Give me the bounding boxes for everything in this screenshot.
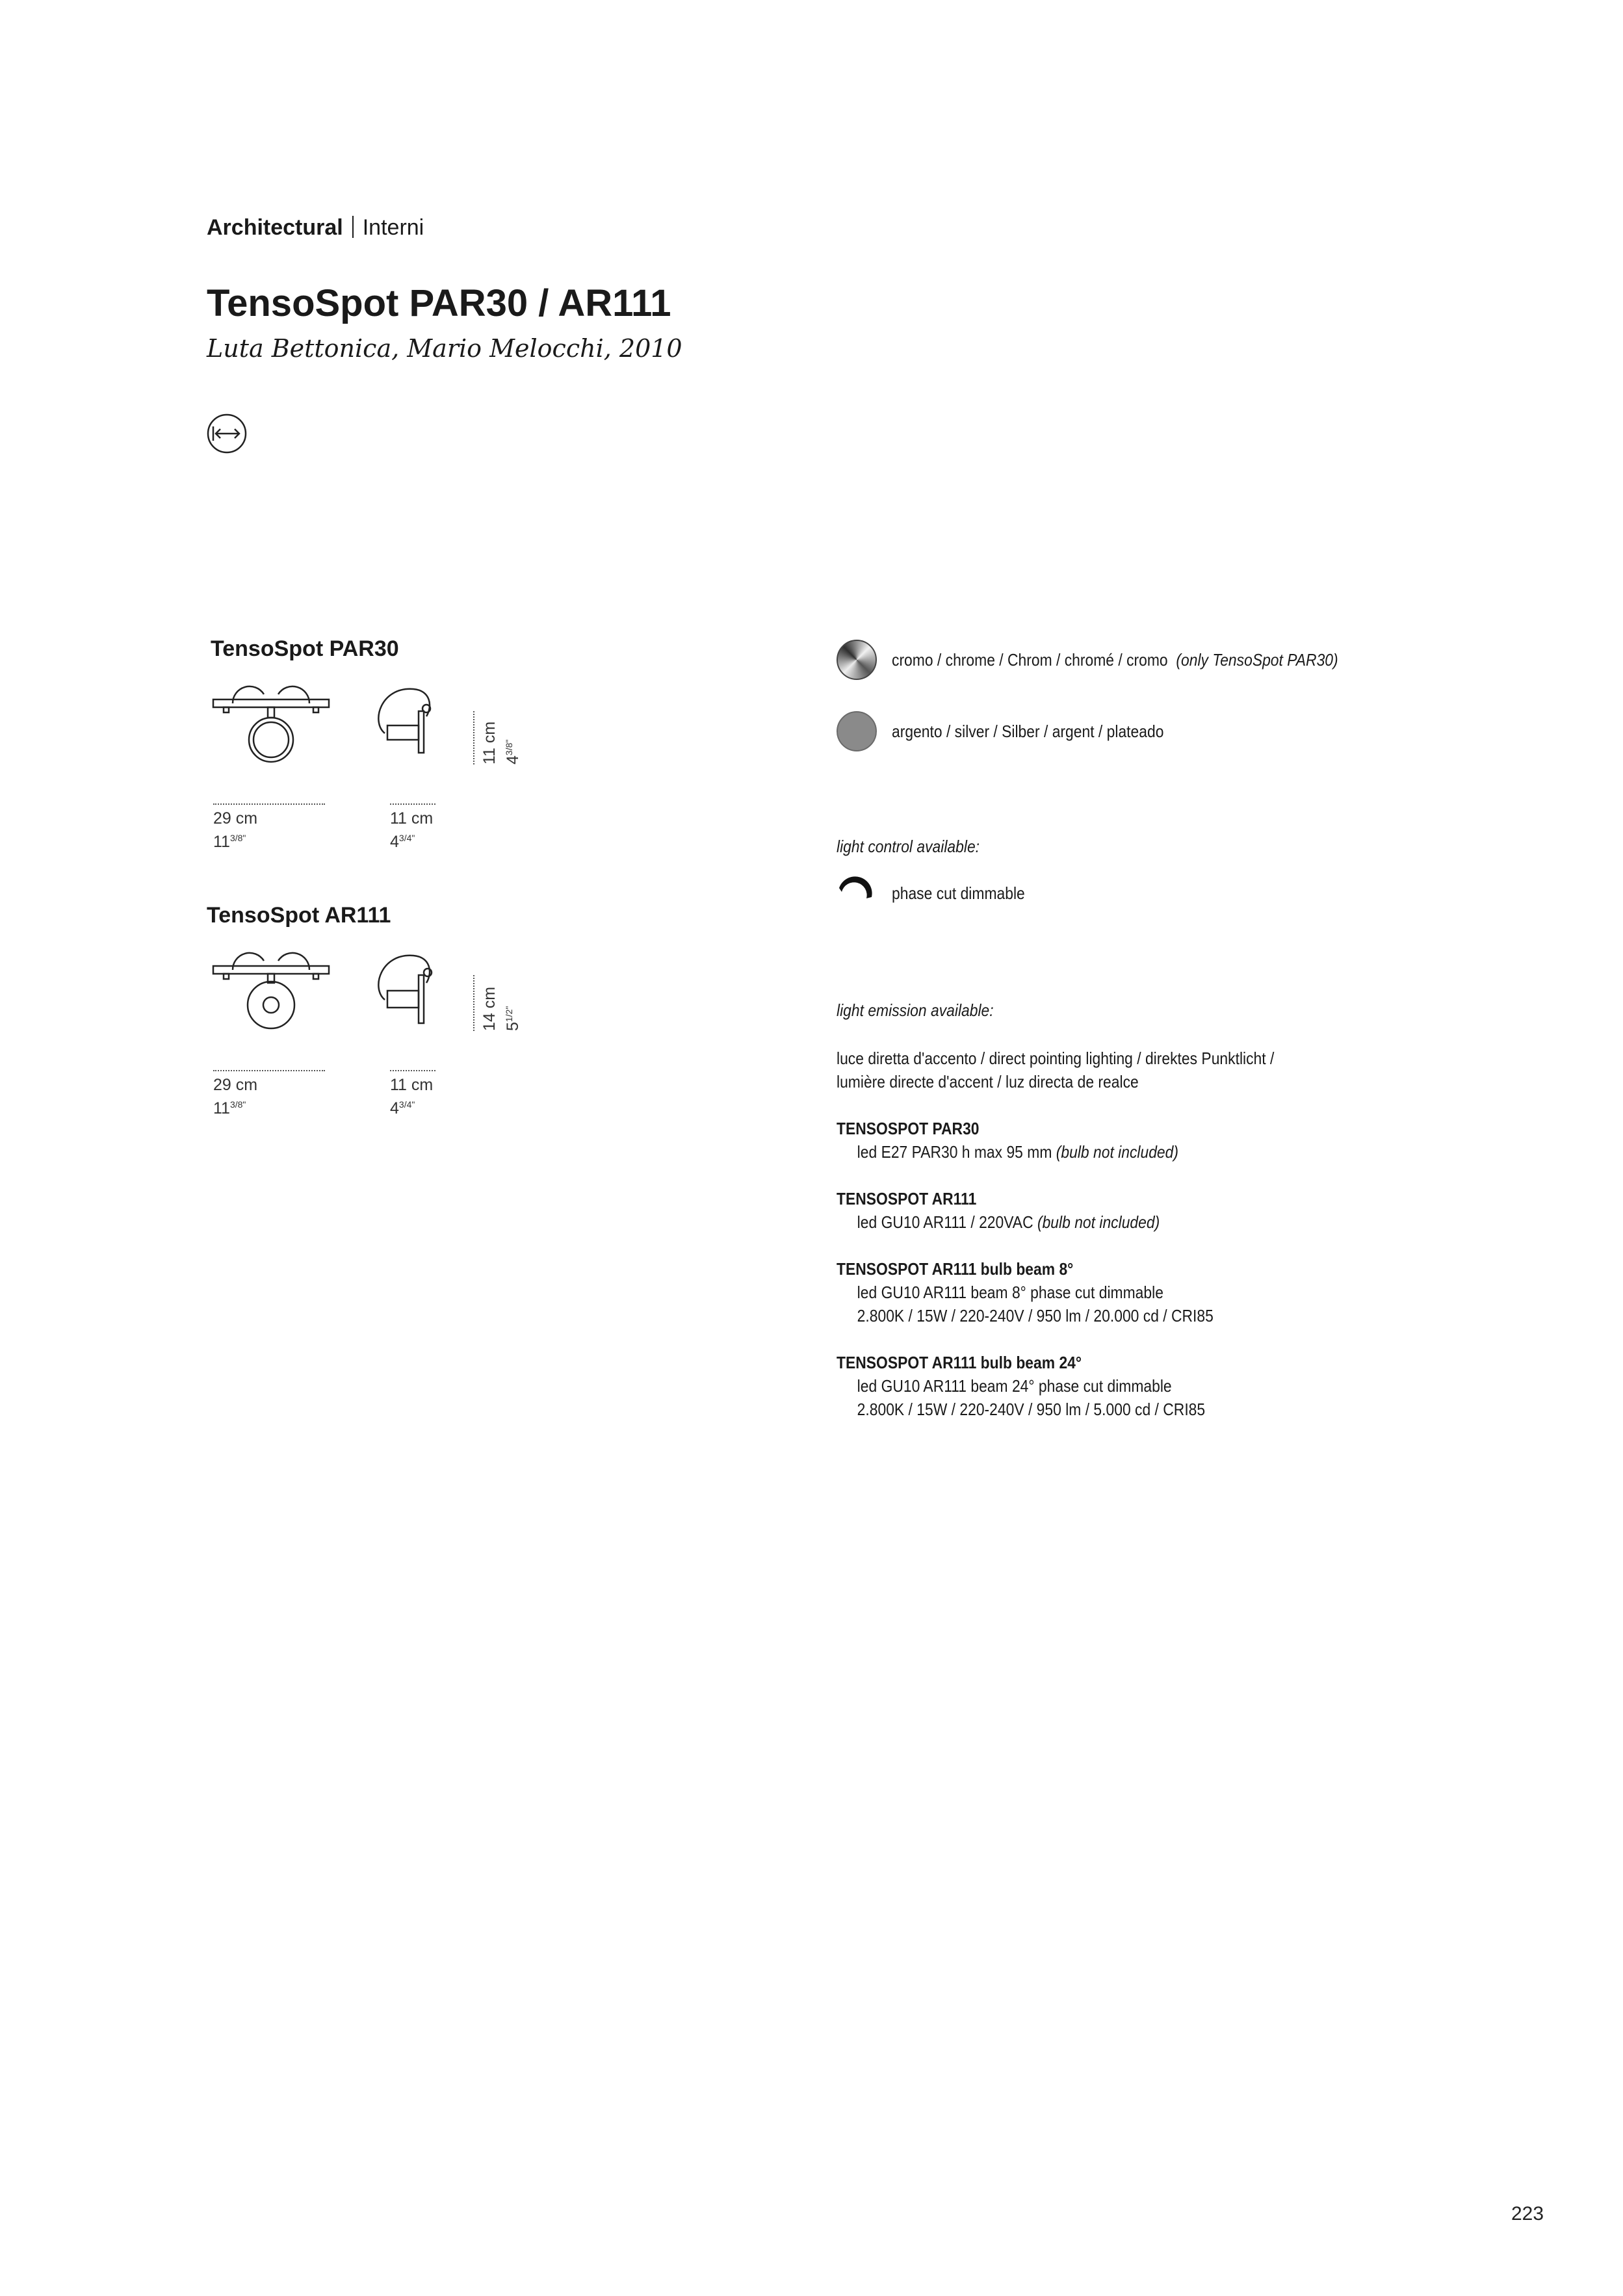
page-number: 223	[1511, 2203, 1544, 2224]
front-view-drawing-ar111	[211, 949, 331, 1034]
finish-label-silver: argento / silver / Silber / argent / plateado	[892, 722, 1164, 741]
side-view-drawing-ar111	[368, 949, 439, 1034]
front-view-drawing-par30	[211, 683, 331, 767]
depth-dimension-line-par30	[390, 803, 435, 805]
width-dimension-ar111: 29 cm $11^{3/8"}$	[213, 1076, 258, 1117]
height-dimension-line-ar111	[473, 975, 474, 1031]
width-dimension-line-ar111	[213, 1070, 325, 1071]
finish-swatch-silver	[837, 711, 877, 751]
page-title: TensoSpot PAR30 / AR111	[207, 282, 671, 324]
adjustable-arrows-icon	[207, 413, 247, 454]
light-emission-heading: light emission available:	[837, 1000, 994, 1020]
emission-model-ar111-beam-24: TENSOSPOT AR111 bulb beam 24° led GU10 AR111 beam 24° phase cut dimmable 2.800K / 15W / 220-240V / 950 lm / 5.000 cd / CRI85	[837, 1353, 1206, 1419]
height-dimension-par30: 11 cm $4^{3/8"}$	[480, 721, 522, 764]
light-control-item: phase cut dimmable	[892, 883, 1025, 903]
breadcrumb-divider	[352, 216, 354, 238]
light-control-heading: light control available:	[837, 837, 980, 856]
phase-cut-dimmable-icon	[837, 876, 876, 902]
light-emission-description: luce diretta d'accento / direct pointing lighting / direktes Punktlicht / lumière directe d'accent / luz directa de realce	[837, 1049, 1275, 1091]
product-name-par30: TensoSpot PAR30	[211, 636, 399, 661]
depth-dimension-line-ar111	[390, 1070, 435, 1071]
depth-dimension-par30: 11 cm $4^{3/4"}$	[390, 809, 434, 851]
finish-swatch-chrome	[837, 640, 877, 680]
subcategory-label: Interni	[362, 215, 424, 240]
emission-model-par30: TENSOSPOT PAR30 led E27 PAR30 h max 95 mm (bulb not included)	[837, 1119, 1179, 1162]
category-breadcrumb	[207, 215, 424, 241]
side-view-drawing-par30	[368, 683, 439, 767]
emission-model-ar111-beam-8: TENSOSPOT AR111 bulb beam 8° led GU10 AR111 beam 8° phase cut dimmable 2.800K / 15W / 220-240V / 950 lm / 20.000 cd / CRI85	[837, 1259, 1214, 1325]
designers-credit: Luta Bettonica, Mario Melocchi, 2010	[207, 334, 682, 363]
width-dimension-line-par30	[213, 803, 325, 805]
height-dimension-line-par30	[473, 711, 474, 764]
product-name-ar111: TensoSpot AR111	[207, 903, 391, 928]
width-dimension-par30: 29 cm $11^{3/8"}$	[213, 809, 258, 851]
emission-model-ar111: TENSOSPOT AR111 led GU10 AR111 / 220VAC (bulb not included)	[837, 1189, 1160, 1232]
depth-dimension-ar111: 11 cm $4^{3/4"}$	[390, 1076, 434, 1117]
height-dimension-ar111: 14 cm $5^{1/2"}$	[480, 986, 522, 1031]
finish-label-chrome: cromo / chrome / Chrom / chromé / cromo (only TensoSpot PAR30)	[892, 650, 1338, 670]
category-label: Architectural	[207, 215, 343, 240]
